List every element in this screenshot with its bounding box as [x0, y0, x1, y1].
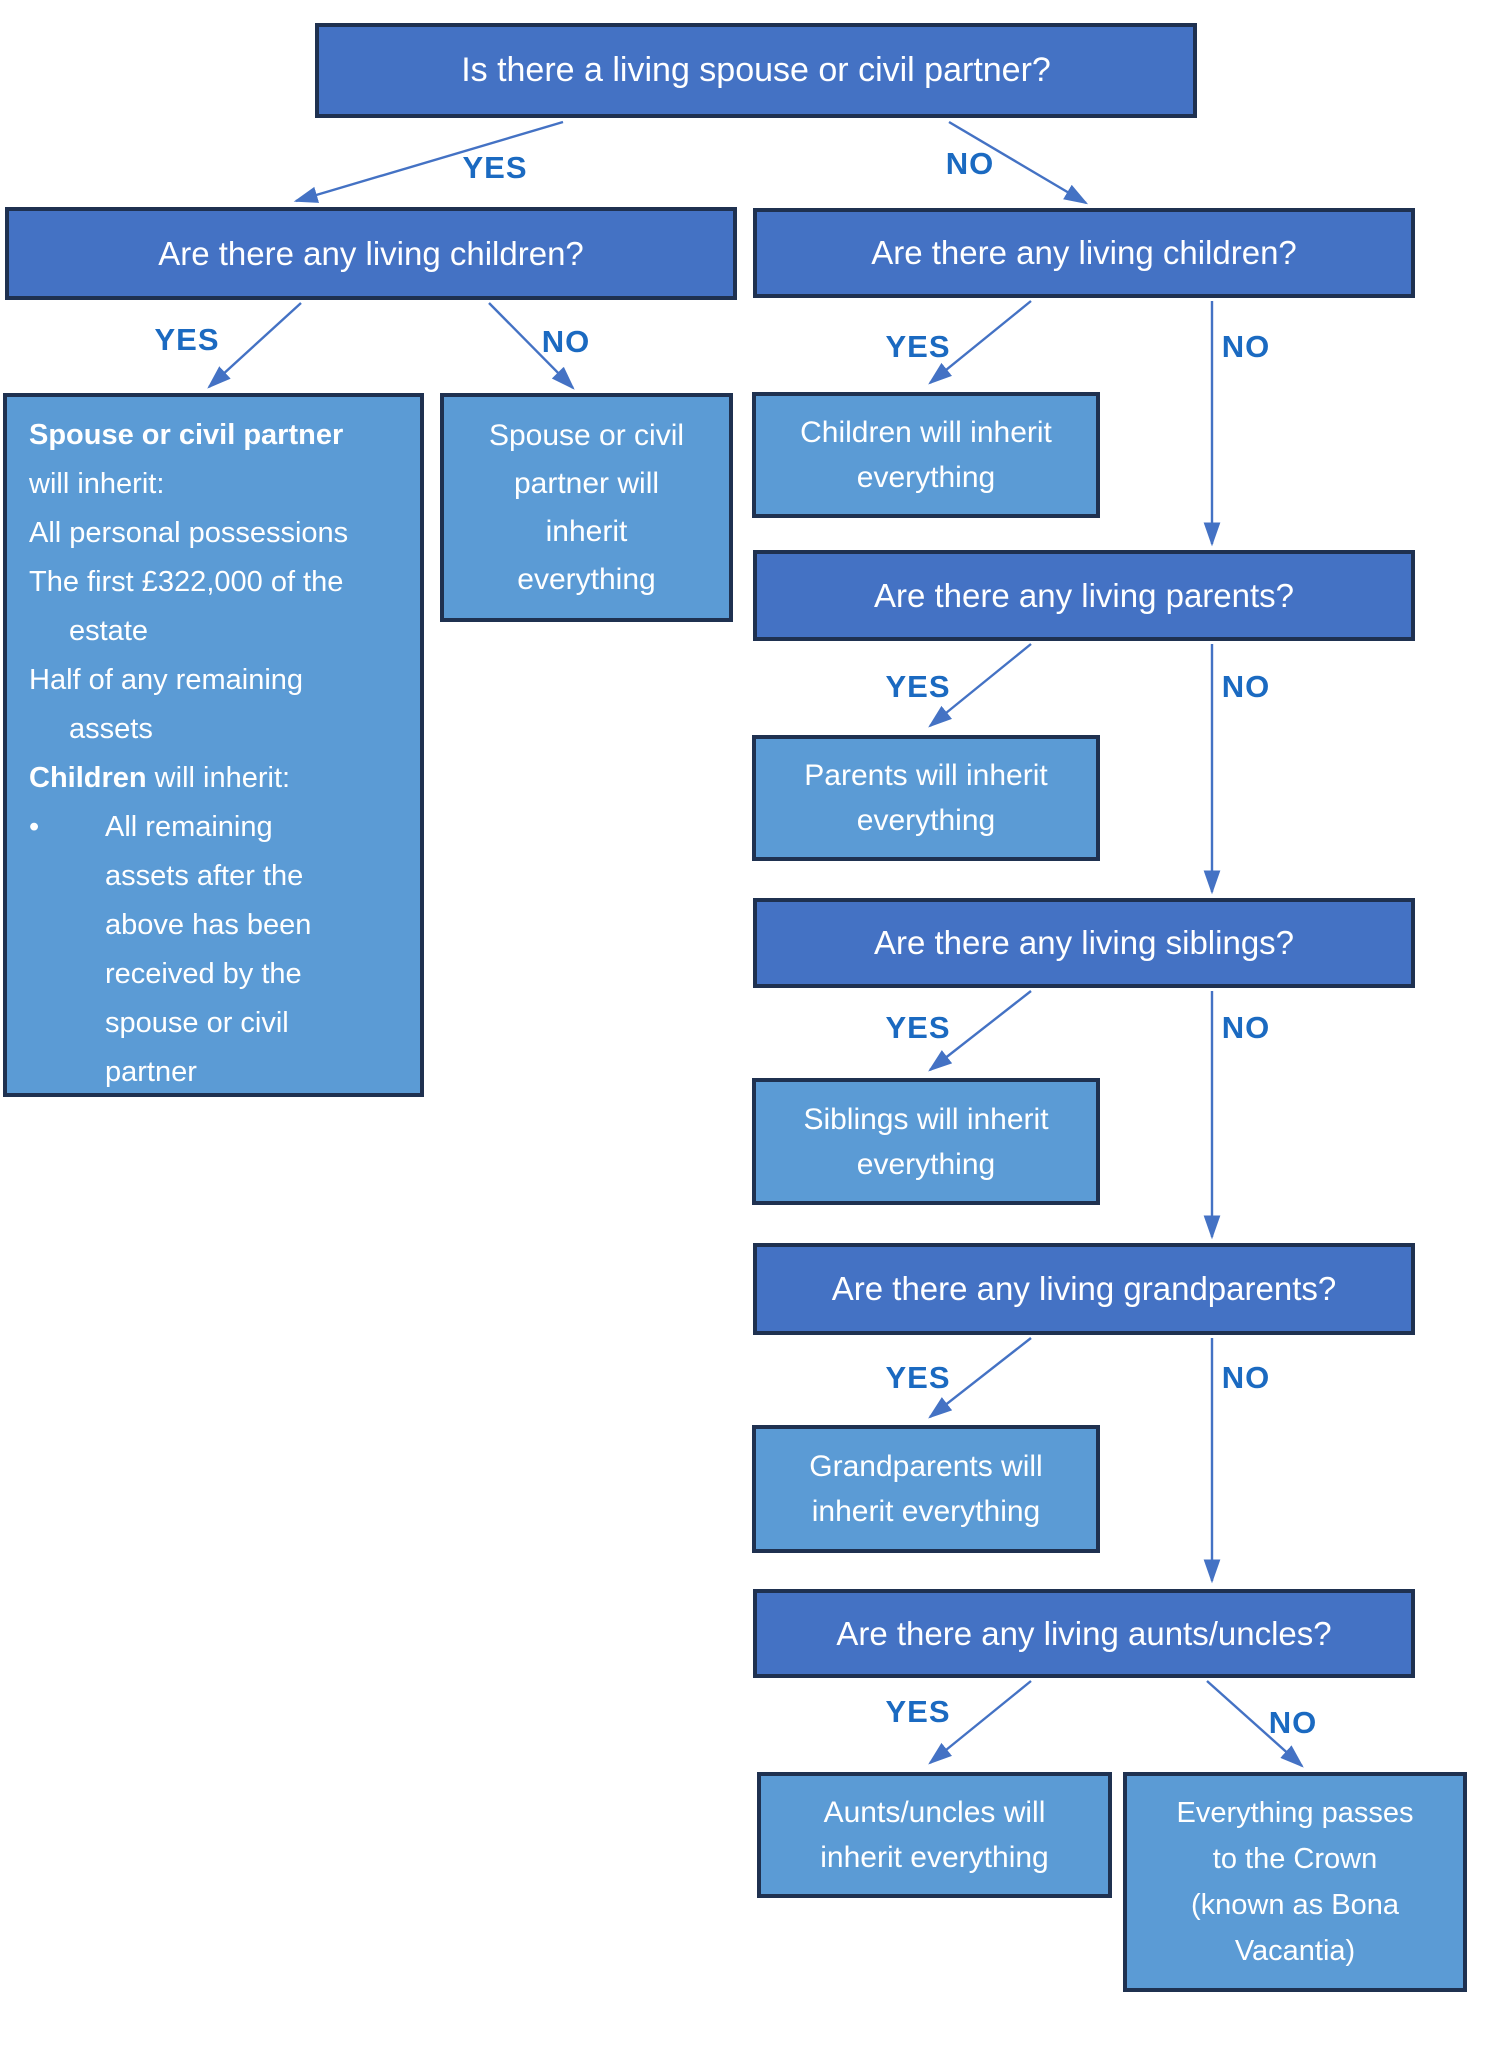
detail-line — [29, 803, 404, 852]
outcome-line: Parents will inherit — [804, 759, 1048, 792]
yes-label-grandparents: YES — [885, 1360, 951, 1395]
detail-line-text: assets after the — [105, 860, 304, 892]
outcome-line: everything — [517, 562, 656, 596]
no-label-root: NO — [945, 146, 995, 181]
detail-line — [29, 1048, 404, 1097]
outcome-line: inherit — [545, 514, 628, 548]
outcome-line: Everything passes — [1176, 1797, 1414, 1829]
outcome-crown-box — [1123, 1772, 1467, 1992]
question-siblings-text: Are there any living siblings? — [873, 924, 1295, 961]
detail-line-text: Half of any remaining — [29, 664, 304, 696]
question-spouse-text: Is there a living spouse or civil partner? — [461, 51, 1051, 89]
outcome-parents-everything-box — [752, 735, 1100, 861]
yes-label-children-left: YES — [154, 322, 220, 357]
bullet-icon: • — [29, 811, 40, 843]
detail-line — [29, 950, 404, 999]
question-grandparents-text: Are there any living grandparents? — [831, 1270, 1337, 1307]
no-label-siblings: NO — [1221, 1010, 1271, 1045]
detail-line-text: partner — [105, 1056, 197, 1088]
detail-line-text: estate — [69, 615, 148, 647]
detail-line-text: assets — [69, 713, 153, 745]
outcome-line: Vacantia) — [1234, 1935, 1356, 1967]
detail-line — [29, 754, 404, 803]
detail-line-text: All personal possessions — [29, 517, 349, 549]
detail-line — [29, 607, 404, 656]
detail-line-bold: Children — [29, 762, 147, 794]
outcome-line: everything — [856, 1147, 996, 1181]
outcome-line: partner will — [513, 466, 660, 500]
no-label-parents: NO — [1221, 669, 1271, 704]
detail-line — [29, 852, 404, 901]
detail-line — [29, 509, 404, 558]
detail-line — [29, 656, 404, 705]
no-label-aunts-uncles: NO — [1268, 1705, 1318, 1740]
detail-line-bold: Spouse or civil partner — [29, 419, 344, 451]
question-aunts-uncles-box — [753, 1589, 1415, 1678]
detail-line — [29, 999, 404, 1048]
detail-line-text: above has been — [105, 909, 312, 941]
detail-line — [29, 460, 404, 509]
question-spouse-box — [315, 23, 1197, 118]
outcome-spouse-and-children-box — [3, 393, 424, 1097]
outcome-line: Spouse or civil — [488, 418, 685, 452]
detail-line-text: spouse or civil — [105, 1007, 289, 1039]
question-parents-box — [753, 550, 1415, 641]
question-children-left-text: Are there any living children? — [158, 234, 584, 272]
yes-label-children-right: YES — [885, 329, 951, 364]
no-label-grandparents: NO — [1221, 1360, 1271, 1395]
detail-line — [29, 705, 404, 754]
outcome-line: Siblings will inherit — [803, 1102, 1049, 1136]
arrow-leftchildren-yes — [209, 303, 301, 387]
detail-line-text: received by the — [105, 958, 302, 990]
yes-label-parents: YES — [885, 669, 951, 704]
question-children-left-box — [5, 207, 737, 300]
outcome-line: to the Crown — [1212, 1843, 1378, 1875]
outcome-siblings-everything-box — [752, 1078, 1100, 1205]
outcome-grandparents-everything-box — [752, 1425, 1100, 1553]
question-children-right-box — [753, 208, 1415, 298]
detail-line — [29, 558, 404, 607]
question-grandparents-box — [753, 1243, 1415, 1335]
question-children-right-text: Are there any living children? — [871, 234, 1297, 271]
outcome-line: inherit everything — [811, 1495, 1041, 1528]
outcome-line: Grandparents will — [809, 1450, 1043, 1483]
outcome-children-everything-box — [752, 392, 1100, 518]
outcome-line: everything — [856, 461, 996, 494]
outcome-line: inherit everything — [820, 1841, 1049, 1874]
outcome-aunts-uncles-everything-box — [757, 1772, 1112, 1898]
detail-line-text: will inherit: — [146, 762, 291, 794]
outcome-line: everything — [856, 804, 996, 837]
question-parents-text: Are there any living parents? — [873, 576, 1295, 614]
detail-line — [29, 411, 404, 460]
yes-label-aunts-uncles: YES — [885, 1694, 951, 1729]
detail-line — [29, 901, 404, 950]
outcome-line: Children will inherit — [800, 416, 1052, 449]
no-label-children-left: NO — [541, 324, 591, 359]
question-siblings-box — [753, 898, 1415, 988]
detail-line-text: All remaining — [105, 811, 273, 843]
question-aunts-uncles-text: Are there any living aunts/uncles? — [836, 1614, 1332, 1652]
outcome-line: (known as Bona — [1191, 1889, 1399, 1921]
outcome-spouse-everything-box — [440, 393, 733, 622]
yes-label-siblings: YES — [885, 1010, 951, 1045]
detail-line-text: will inherit: — [29, 468, 165, 500]
detail-line-text: The first £322,000 of the — [29, 566, 344, 598]
outcome-line: Aunts/uncles will — [823, 1796, 1046, 1829]
no-label-children-right: NO — [1221, 329, 1271, 364]
yes-label-root: YES — [462, 150, 528, 185]
